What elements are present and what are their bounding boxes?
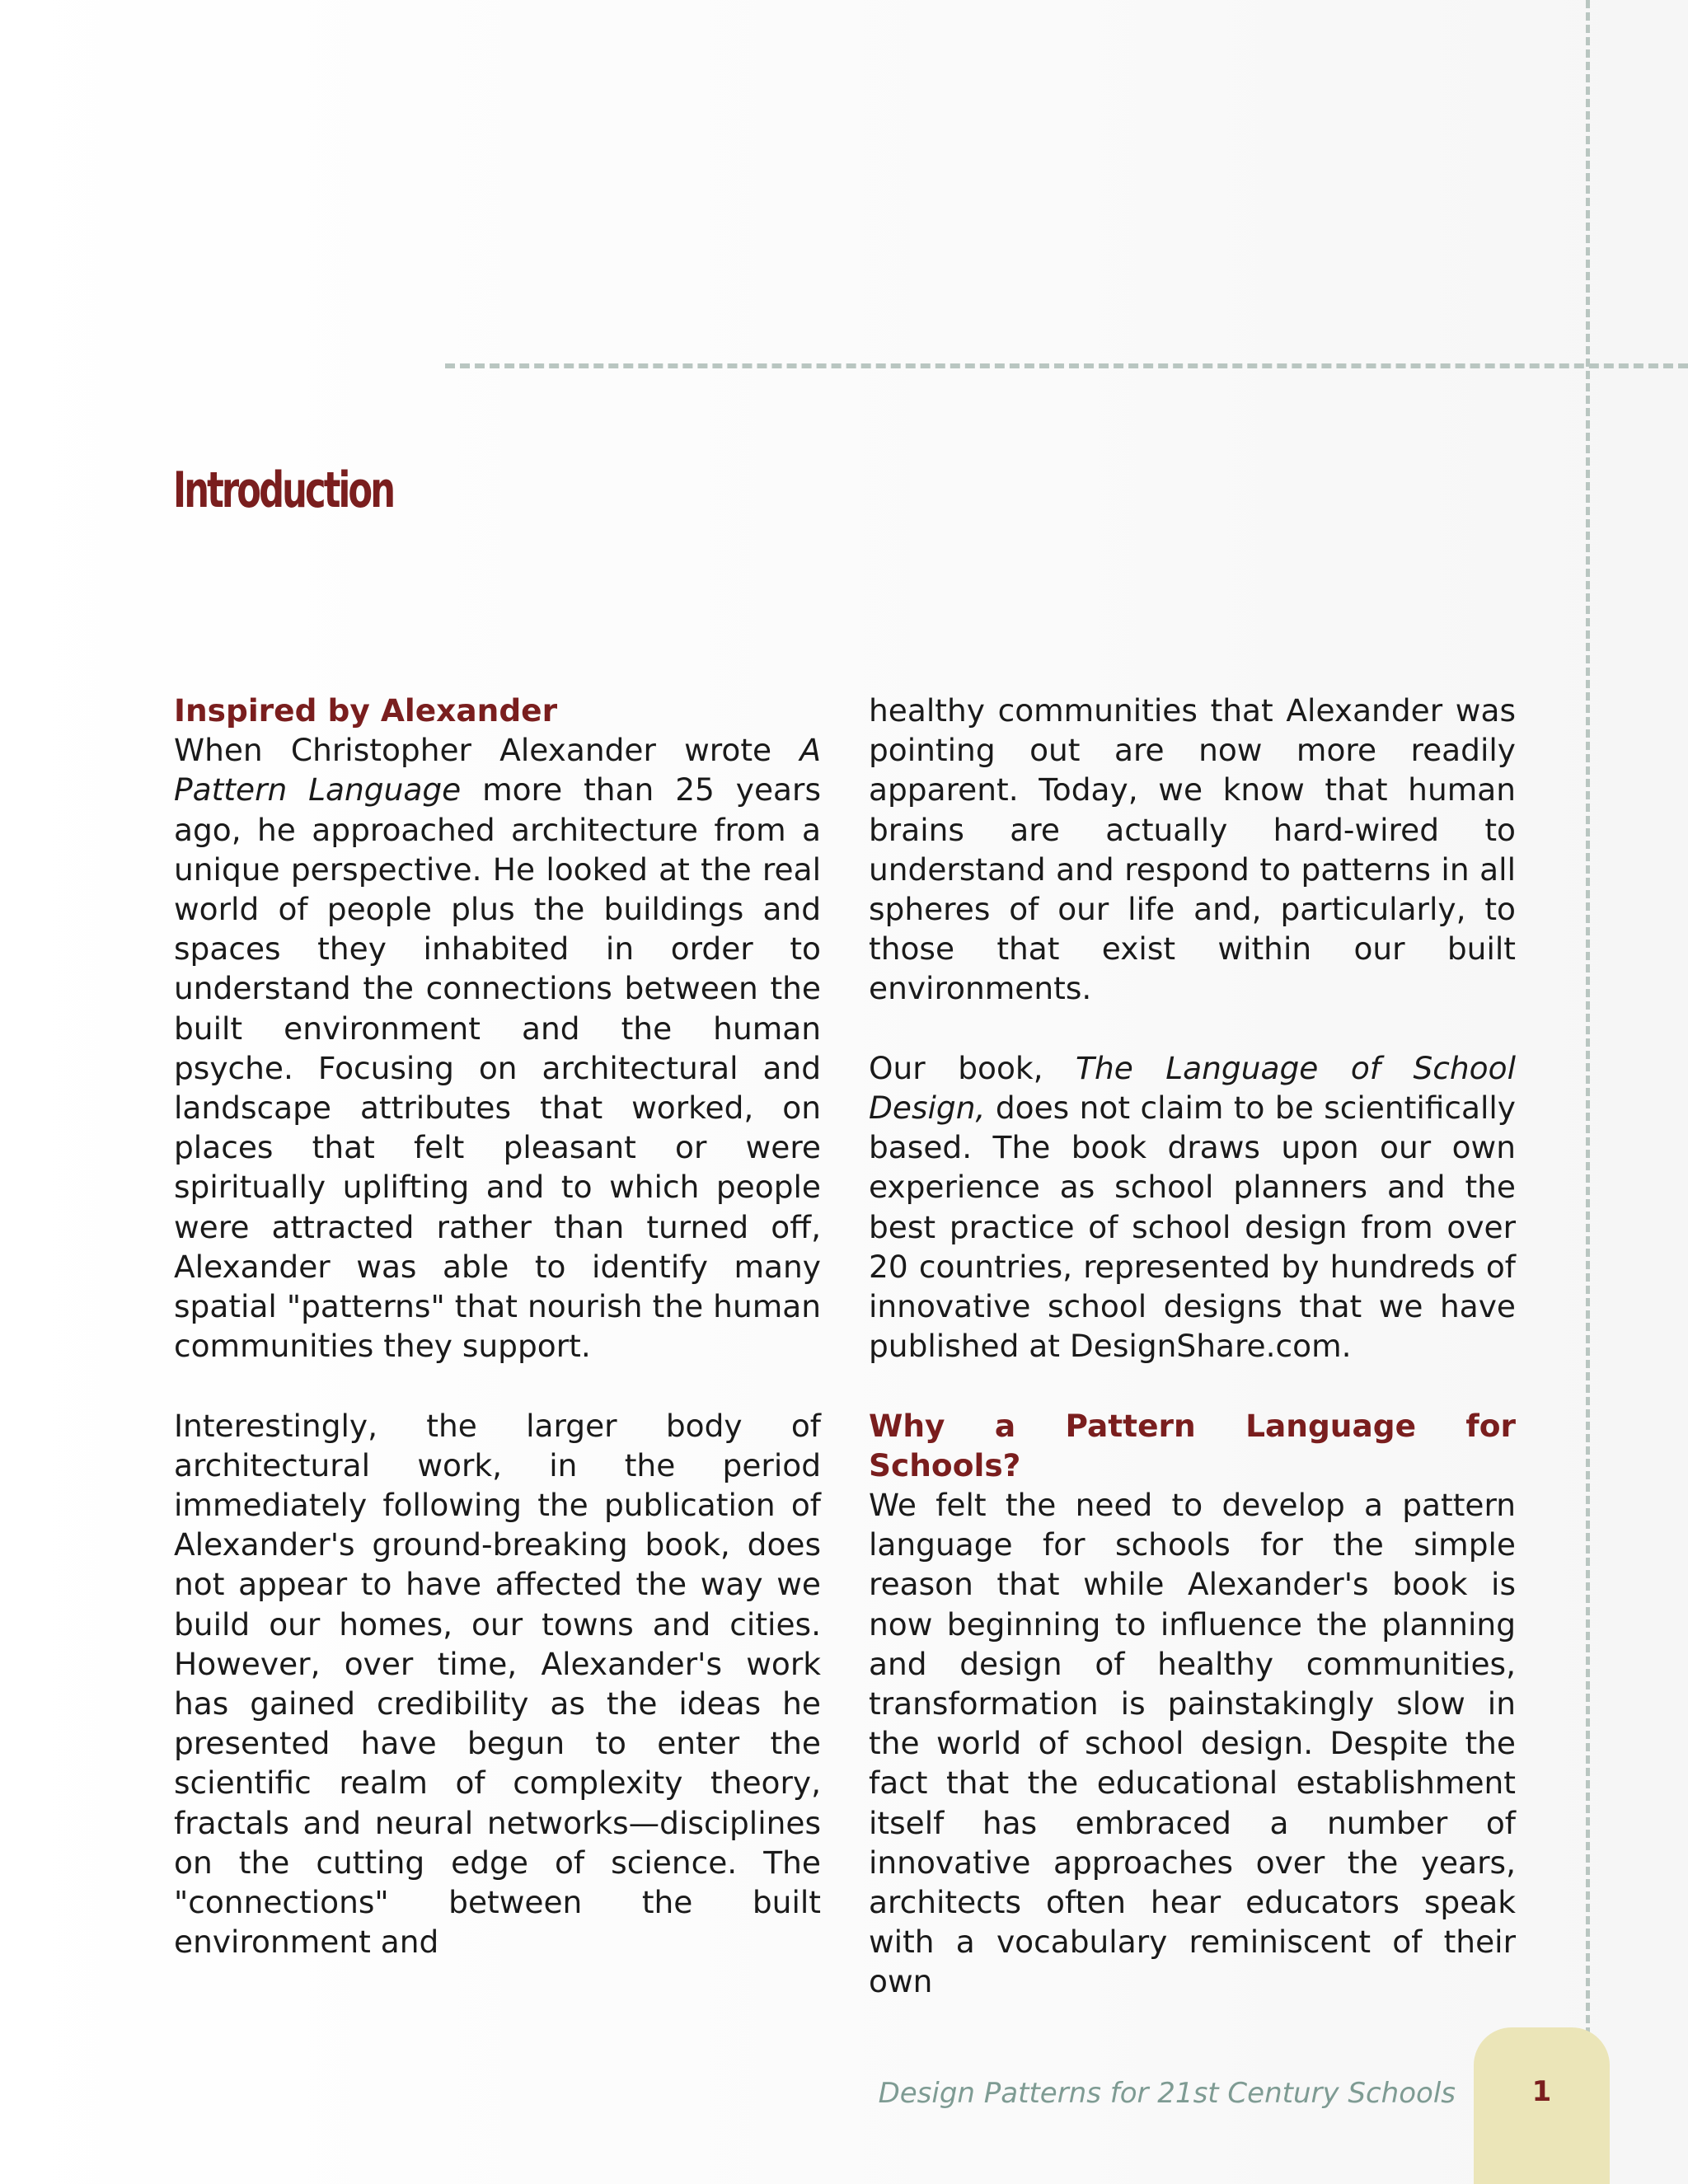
- right-paragraph-1: healthy communities that Alexander was pointing out are now more readily apparent. Today, we know that human brains are actually hard-wired to understand and respond to patterns in all spheres of our life and, particularly, to those that exist within our built environments.: [869, 692, 1516, 1007]
- footer-running-title: Design Patterns for 21st Century Schools: [878, 2077, 1456, 2110]
- right-paragraph-2: [869, 1048, 1516, 1366]
- left-paragraph-2: Interestingly, the larger body of architectural work, in the period immediately following the publication of Alexander's ground-breaking book, does not appear to have affected the way we build our homes, our towns and cities. However, over time, Alexander's work has gained credibility as the ideas he presented have begun to enter the scientific realm of complexity theory, fractals and neural networks—disciplines on the cutting edge of science. The "connections" between the built environment and: [174, 1407, 821, 1961]
- left-p1-text-b: more than 25 years ago, he approached architecture from a unique perspective. He looked at the real world of people plus the buildings and spaces they inhabited in order to understand the connections between the built environment and the human psyche. Focusing on architectural and landscape attributes that worked, on places that felt pleasant or were spiritually uplifting and to which people were attracted rather than turned off, Alexander was able to identify many spatial "patterns" that nourish the human communities they support.: [174, 771, 821, 1365]
- page-title: Introduction: [173, 462, 394, 519]
- section-heading-why-pattern-language: Why a Pattern Language for Schools?: [869, 1407, 1516, 1483]
- vertical-dashed-guide: [1586, 0, 1590, 2036]
- right-p2-text-b: does not claim to be scientifically based. The book draws upon our own experience as school planners and the best practice of school design from over 20 countries, represented by hundreds of innovative school designs that we have published at DesignShare.com.: [869, 1090, 1516, 1365]
- book-title-pattern-language: A Pattern Language: [174, 732, 821, 808]
- book-title-school-design: The Language of School Design,: [869, 1049, 1516, 1127]
- left-paragraph-1: [174, 730, 821, 1366]
- right-column: [869, 691, 1516, 2041]
- left-p1-text-a: When Christopher Alexander wrote: [174, 732, 800, 769]
- section-heading-inspired: Inspired by Alexander: [174, 692, 558, 729]
- horizontal-dashed-guide: [445, 363, 1688, 368]
- right-p2-text-a: Our book,: [869, 1049, 1076, 1086]
- page-number-tab: [1474, 2027, 1610, 2184]
- page-number: 1: [1531, 2075, 1552, 2108]
- right-paragraph-3: We felt the need to develop a pattern language for schools for the simple reason that while Alexander's book is now beginning to influence the planning and design of healthy communities, transformation is painstakingly slow in the world of school design. Despite the fact that the educational establishment itself has embraced a number of innovative approaches over the years, architects often hear educators speak with a vocabulary reminiscent of their own: [869, 1487, 1516, 2000]
- left-column: [174, 691, 821, 2002]
